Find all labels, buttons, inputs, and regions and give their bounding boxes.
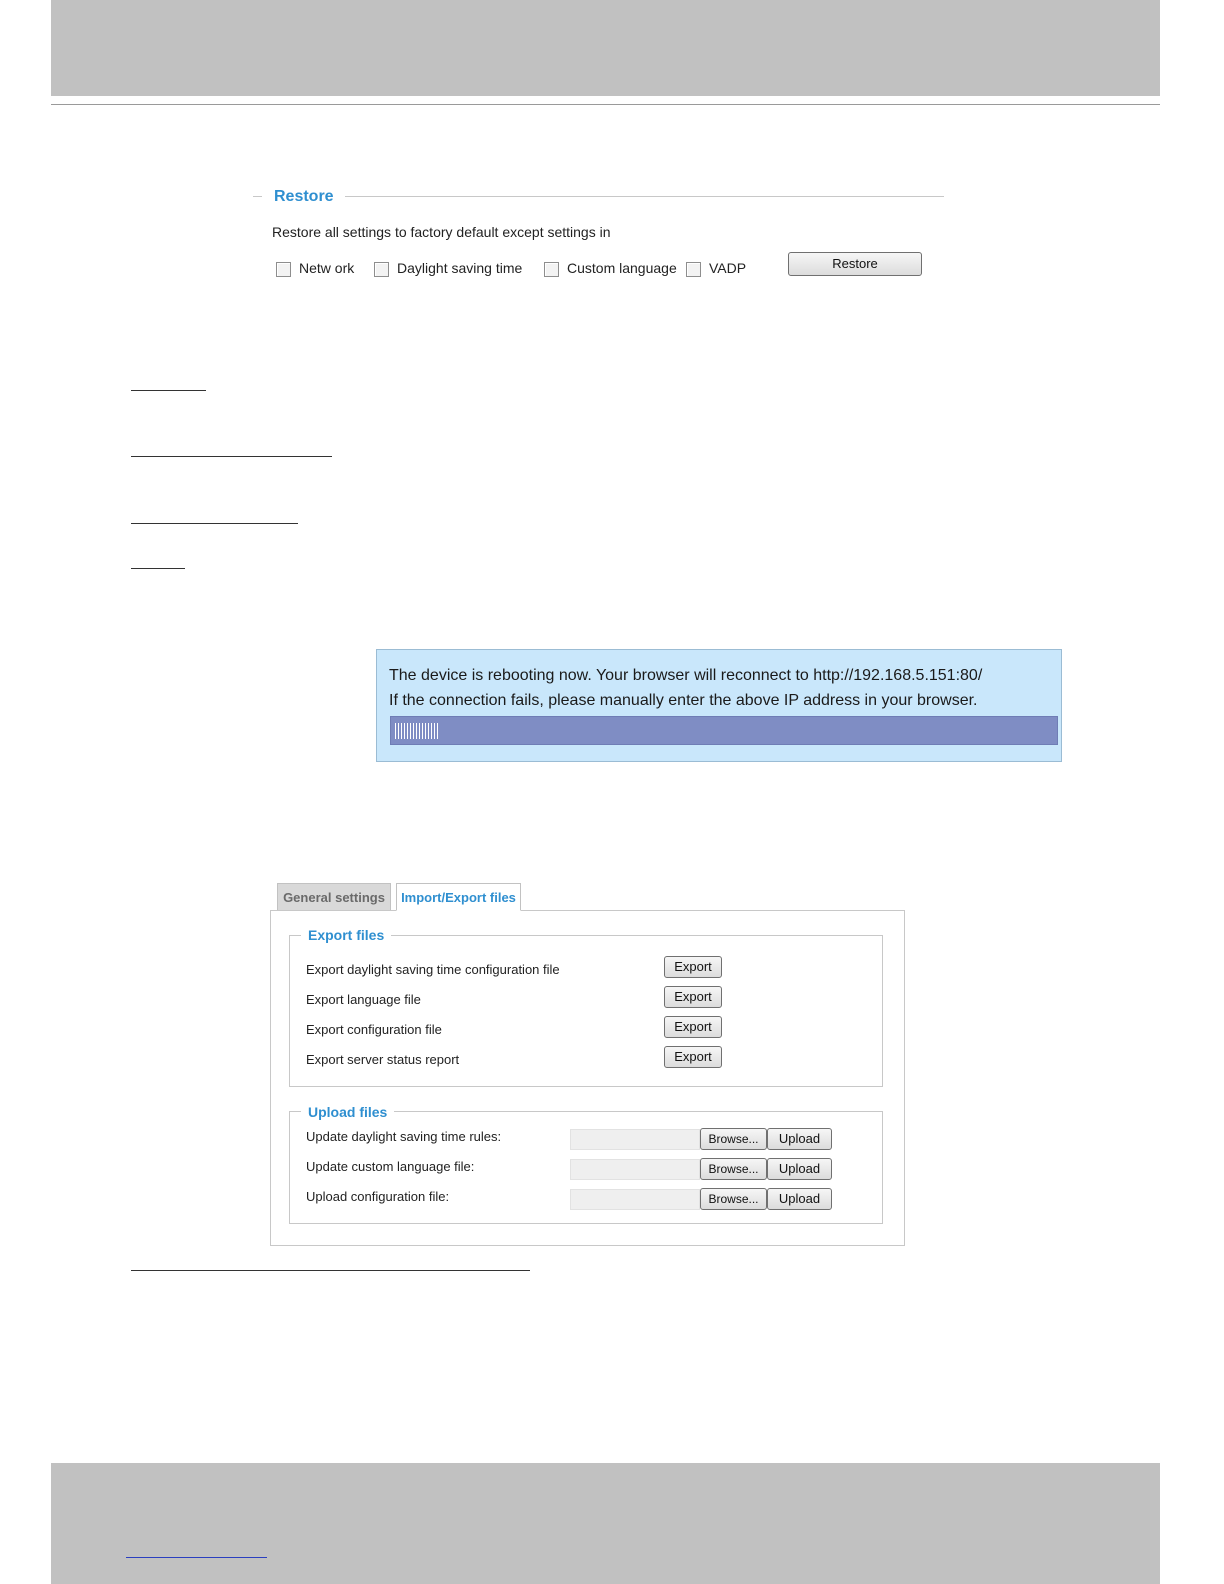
upload-configuration-file-input[interactable] — [570, 1189, 700, 1210]
reboot-message-line1: The device is rebooting now. Your browser will reconnect to http://192.168.5.151:80/ — [389, 667, 983, 684]
custom-language-checkbox[interactable] — [544, 262, 559, 277]
export-dst-label: Export daylight saving time configuration file — [306, 962, 560, 977]
export-dst-button[interactable]: Export — [664, 956, 722, 978]
restore-legend-line-left — [253, 196, 262, 197]
vadp-checkbox[interactable] — [686, 262, 701, 277]
export-files-legend: Export files — [301, 927, 391, 943]
export-language-label: Export language file — [306, 992, 421, 1007]
export-status-report-button[interactable]: Export — [664, 1046, 722, 1068]
reboot-message-line2: If the connection fails, please manually enter the above IP address in your browser. — [389, 692, 978, 709]
upload-configuration-label: Upload configuration file: — [306, 1189, 450, 1204]
tab-import-export-files[interactable]: Import/Export files — [396, 883, 521, 911]
upload-dst-label: Update daylight saving time rules: — [306, 1129, 502, 1144]
upload-dst-upload-button[interactable]: Upload — [767, 1128, 832, 1150]
underline-4 — [131, 568, 185, 569]
underline-1 — [131, 390, 206, 391]
restore-legend: Restore — [274, 188, 334, 205]
network-checkbox-label: Netw ork — [299, 260, 355, 276]
upload-language-upload-button[interactable]: Upload — [767, 1158, 832, 1180]
upload-dst-file-input[interactable] — [570, 1129, 700, 1150]
upload-configuration-upload-button[interactable]: Upload — [767, 1188, 832, 1210]
export-status-report-label: Export server status report — [306, 1052, 460, 1067]
reboot-progress-ticks — [395, 723, 439, 739]
upload-language-file-input[interactable] — [570, 1159, 700, 1180]
export-configuration-label: Export configuration file — [306, 1022, 442, 1037]
export-language-button[interactable]: Export — [664, 986, 722, 1008]
export-configuration-button[interactable]: Export — [664, 1016, 722, 1038]
upload-configuration-browse-button[interactable]: Browse... — [700, 1188, 767, 1210]
reboot-progress-fill — [391, 717, 438, 744]
upload-files-legend: Upload files — [301, 1104, 394, 1120]
header-divider — [51, 104, 1160, 105]
daylight-saving-checkbox-label: Daylight saving time — [397, 260, 523, 276]
upload-language-label: Update custom language file: — [306, 1159, 475, 1174]
restore-description: Restore all settings to factory default except settings in — [272, 224, 611, 240]
network-checkbox[interactable] — [276, 262, 291, 277]
page-footer-band — [51, 1463, 1160, 1584]
restore-button[interactable]: Restore — [788, 252, 922, 276]
custom-language-checkbox-label: Custom language — [567, 260, 677, 276]
upload-dst-browse-button[interactable]: Browse... — [700, 1128, 767, 1150]
upload-language-browse-button[interactable]: Browse... — [700, 1158, 767, 1180]
tab-general-settings[interactable]: General settings — [277, 883, 391, 910]
underline-2 — [131, 456, 332, 457]
underline-3 — [131, 523, 298, 524]
footer-link-underline[interactable] — [126, 1557, 267, 1558]
restore-legend-line-right — [345, 196, 944, 197]
page-header-band — [51, 0, 1160, 96]
reboot-progress-bar — [390, 716, 1058, 745]
daylight-saving-checkbox[interactable] — [374, 262, 389, 277]
underline-5 — [131, 1270, 530, 1271]
vadp-checkbox-label: VADP — [709, 260, 747, 276]
